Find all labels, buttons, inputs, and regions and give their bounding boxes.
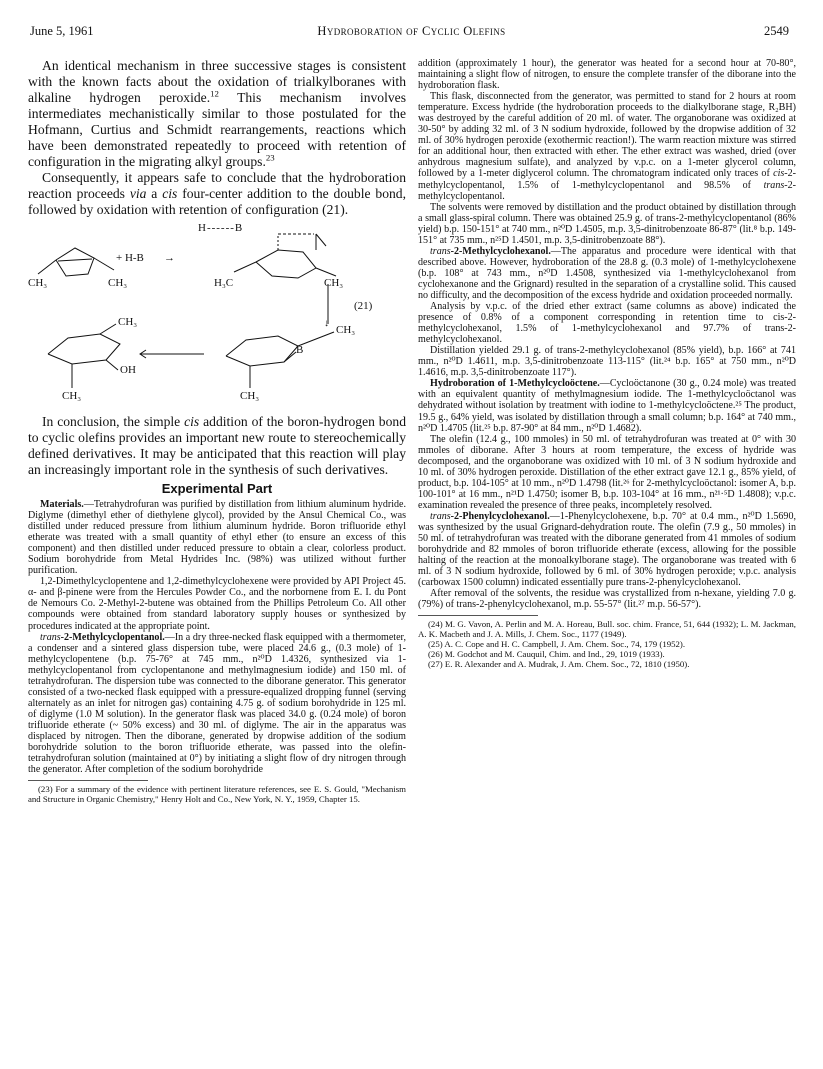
section-heading: Experimental Part <box>161 481 273 496</box>
distillation-paragraph: The solvents were removed by distillation and the product obtained by distillation through a small glass-spiral column. There was obtained 25.9 g. of trans-2-methylcyclopentanol (86% yield) b.p. 150-151° at 740 mm., n²⁰D 1.4505, m.p. 3,5-dinitrobenzoate 86-87° (lit.⁸ b.p. 149-151° at 735 mm., n²⁵D 1.4501, m.p. 3,5-dinitrobenzoate 88°). <box>418 201 796 246</box>
footnote-rule <box>418 615 538 616</box>
label-b: B <box>296 344 304 356</box>
generator-continuation: addition (approximately 1 hour), the generator was heated for a second hour at 70-80°, maintaining a slight flow of nitrogen, to ensure the complete transfer of the diborane into the hydroboration flask. <box>418 58 796 92</box>
label-ch3: CH₃ <box>62 390 82 402</box>
label-plus-hb: + H-B <box>116 252 144 264</box>
methylcyclopentanol-paragraph <box>28 632 406 776</box>
label-ch3: CH₃ <box>336 324 356 336</box>
conclusion-cis-paragraph <box>28 170 406 218</box>
italic-trans: trans <box>40 631 61 643</box>
product-ring-oh <box>48 334 120 364</box>
run-in-heading: -2-Methylcyclohexanol. <box>450 245 551 257</box>
text-span: —The apparatus and procedure were identical with that described above. However, hydroboration of the 28.8 g. (0.3 mole) of 1-methylcyclohexene (b.p. 108° at 743 mm., n²⁰D 1.4508, synthesized via 1-methylcyclohexanol from cyclohexanone and the Grignard) resulted in the separation of a crystalline solid. This caused no difficulty, and the decomposition of the excess hydride and oxidation proceeded normally. <box>418 245 796 301</box>
text-span: An identical mechanism in three successive stages is consistent with the known facts about the oxidation of trialkylboranes with alkaline hydrogen peroxide. <box>28 58 406 105</box>
octene-hydroboration-paragraph: The olefin (12.4 g., 100 mmoles) in 50 ml. of tetrahydrofuran was treated at 0° with 30 mmoles of diborane. After 3 hours at room temperature, the excess of hydride was decomposed, and the organoborane was oxidized with 10 ml. of 3 N sodium hydroxide and 10 ml. of 30% hydrogen peroxide. Distillation of the ether extract gave 12.1 g., 85% yield, of product, b.p. 104-105° at 10 mm., n²⁰D 1.4798 (lit.²⁶ for 2-methylcycloöctanol: isomer A, b.p. 100-101° at 16 mm., n²¹D 1.4750; isomer B, b.p. 103-104° at 16 mm., n²¹·⁵D 1.4808); v.p.c. examination revealed the presence of three peaks, incompletely resolved. <box>418 433 796 511</box>
italic-cis: cis <box>773 168 785 180</box>
text-span: four-center addition to the double bond, followed by oxidation with retention of configuration (21). <box>28 186 406 217</box>
label-ch3: CH₃ <box>240 390 260 402</box>
footnote-25: (25) A. C. Cope and H. C. Campbell, J. Am. Chem. Soc., 74, 179 (1952). <box>428 639 686 650</box>
methyl-bond <box>298 332 334 346</box>
label-ch3: CH₃ <box>28 277 48 289</box>
mechanism-paragraph <box>28 58 406 170</box>
header-title: Hydroboration of Cyclic Olefins <box>317 24 506 38</box>
down-arrow-head: ↓ <box>324 318 329 329</box>
italic-cis: cis <box>184 414 200 429</box>
equation-number: (21) <box>354 300 373 312</box>
ref-12: 12 <box>210 88 219 99</box>
label-ch3: CH₃ <box>118 316 138 328</box>
run-in-heading: -2-Methylcyclopentanol. <box>60 631 165 643</box>
italic-cis: cis <box>162 186 178 201</box>
text-span: -2-methylcyclopentanol. <box>418 179 796 202</box>
text-span: Consequently, it appears safe to conclude that the hydroboration reaction proceeds <box>28 170 406 201</box>
methylcyclooctene-paragraph <box>418 378 796 433</box>
oh-bond <box>106 360 118 370</box>
page-number: 2549 <box>764 24 789 38</box>
right-arrow: → <box>164 252 175 264</box>
double-bond <box>58 259 92 261</box>
ref-23: 23 <box>265 152 275 163</box>
footnote-24: (24) M. G. Vavon, A. Perlin and M. A. Horeau, Bull. soc. chim. France, 51, 644 (1932); L. M. Jackman, A. K. Macbeth and J. A. Mills, J. Chem. Soc., 1177 (1949). <box>418 619 796 640</box>
phenylcyclohexanol-paragraph <box>418 511 796 588</box>
text-span: This mechanism involves intermediates mechanistically similar to those postulated for the Hofmann, Curtius and Schmidt rearrangements, reactions which have been demonstrated repeatedly to proceed with retention of configuration in the migrating alkyl groups. <box>28 90 406 169</box>
vpc-analysis-paragraph: Analysis by v.p.c. of the dried ether extract (same columns as above) indicated the presence of 0.8% of a component corresponding in retention time to cis-2-methylcyclohexanol, 1.5% of 1-methylcyclohexanol and 97.7% of trans-2-methylcyclohexanol. <box>418 301 796 346</box>
text-span: addition of the boron-hydrogen bond to cyclic olefins provides an important new route to stereochemically defined derivatives. It may be anticipated that this reaction will play an increasingly important role in the synthesis of such derivatives. <box>28 414 406 477</box>
footnote-23: (23) For a summary of the evidence with pertinent literature references, see E. S. Gould, "Mechanism and Structure in Organic Chemistry," Henry Holt and Co., New York, N. Y., 1959, Chapter 15. <box>28 784 406 805</box>
cyclopentene-ring <box>56 248 94 276</box>
organoborane-ring <box>226 336 298 366</box>
italic-trans: trans <box>430 245 451 257</box>
italic-trans: trans <box>763 179 785 191</box>
footnote-26: (26) M. Godchot and M. Cauquil, Chim. and Ind., 29, 1019 (1933). <box>428 649 665 660</box>
methyl-bond <box>94 258 114 270</box>
methyl-bond <box>100 324 116 334</box>
text-span: —Cycloöctanone (30 g., 0.24 mole) was treated with an equivalent quantity of methylmagnesium iodide. The 1-methylcycloöctanol was dehydrated without isolation by treatment with iodine to 1-methylcycloöctene.²⁵ The product, 19.5 g., 64% yield, was isolated by distillation through a small column; b.p. 164° at 740 mm., n²⁰D 1.4705 (lit.²⁵ b.p. 87-90° at 84 mm., n²⁰D 1.4682). <box>418 378 797 434</box>
text-span: -2-methylcyclopentanol, 1.5% of 1-methylcyclopentanol and 98.5% of <box>418 168 796 191</box>
label-h3c: H₃C <box>214 277 234 289</box>
methylcyclohexanol-paragraph <box>418 246 796 301</box>
footnote-rule <box>28 780 148 781</box>
oxidation-paragraph <box>418 91 796 201</box>
run-in-heading: -2-Phenylcyclohexanol. <box>450 510 550 522</box>
run-in-heading: Materials. <box>40 499 84 510</box>
label-ch3: CH₃ <box>324 277 344 289</box>
right-column <box>418 58 796 669</box>
final-conclusion-paragraph <box>28 414 406 478</box>
methyl-bond <box>234 262 256 272</box>
scheme-structures <box>28 220 406 410</box>
methyl-bond <box>316 268 336 276</box>
crystallization-paragraph: After removal of the solvents, the residue was crystallized from n-hexane, yielding 7.0 g. (79%) of trans-2-phenylcyclohexanol, m.p. 55-57° (lit.²⁷ m.p. 56-57°). <box>418 588 796 611</box>
b-bond <box>284 352 296 362</box>
olefin-sources-paragraph: 1,2-Dimethylcyclopentene and 1,2-dimethylcyclohexene were provided by API Project 45. α- and β-pinene were from the Hercules Powder Co., and the norbornene from E. I. du Pont de Nemours Co. 2-Methyl-2-butene was obtained from the Phillips Petroleum Co. All other compounds were obtained from standard laboratory supply houses or synthesized by procedures indicated at the appropriate point. <box>28 576 406 632</box>
materials-paragraph <box>28 499 406 576</box>
left-column <box>28 58 406 804</box>
label-ch3: CH₃ <box>108 277 128 289</box>
reaction-scheme-21 <box>28 220 406 410</box>
run-in-heading: Hydroboration of 1-Methylcycloöctene. <box>430 378 600 390</box>
footnote-27: (27) E. R. Alexander and A. Mudrak, J. Am. Chem. Soc., 72, 1810 (1950). <box>428 659 690 670</box>
text-span: —In a dry three-necked flask equipped with a thermometer, a condenser and a sintered glass dispersion tube, were placed 24.6 g., (0.3 mole) of 1-methylcyclopentene (b.p. 75-76° at 745 mm., n²⁰D 1.4326, synthesized via 1-methylcyclopentanol from cyclopentanone and methylmagnesium iodide) and 150 ml. of tetrahydrofuran. The dispersion tube was connected to the diborane generator. This generator consisted of a two-necked flask equipped with a pressure-equalized dropping funnel (serving alternately as an inlet for nitrogen gas) containing 4.75 g. of sodium borohydride in 125 ml. of diglyme (1.0 M solution). In the generator flask was placed 34.0 g. (0.24 mole) of boron trifluoride etherate (~ 50% excess) and 30 ml. of diglyme. The air in the apparatus was displaced by nitrogen. Then the diborane, generated by dropwise addition of the sodium borohydride solution to the boron trifluoride etherate, was passed into the olefin-tetrahydrofuran solution (maintained at 0°) by initiating a slight flow of dry nitrogen through the generator. After completion of the sodium borohydride <box>28 631 406 776</box>
label-oh: OH <box>120 364 136 376</box>
header-date: June 5, 1961 <box>30 24 94 38</box>
running-header <box>0 24 823 44</box>
label-h-b: H------B <box>198 222 244 234</box>
italic-trans: trans <box>430 510 451 522</box>
text-span: a <box>146 186 163 201</box>
text-span: —1-Phenylcyclohexene, b.p. 70° at 0.4 mm., n²⁰D 1.5690, was synthesized by the usual Grignard-dehydration route. The olefin (7.9 g., 50 mmoles) in 50 ml. of tetrahydrofuran was treated with the diborane generated from 41 mmoles of sodium borohydride and 82 mmoles of boron trifluoride etherate (excess, allowing for the possible halting of the reaction at the monoalkylborane stage). The organoborane was treated with 6 ml. of 3 N sodium hydroxide, followed by 6 ml. of 30% hydrogen peroxide; v.p.c. analysis (carbowax 1500 column) indicated essentially pure trans-2-phenylcyclohexanol. <box>418 510 796 589</box>
transition-state-ring <box>256 250 316 278</box>
text-span: —Tetrahydrofuran was purified by distillation from lithium aluminum hydride. Diglyme (dimethyl ether of diethylene glycol), provided by the Ansul Chemical Co., was distilled under reduced pressure from lithium aluminum hydride. Boron trifluoride ethyl etherate was treated with a small quantity of ethyl ether (to ensure an excess of this component) and then distilled under reduced pressure to obtain a clear, colorless product. Sodium borohydride from Metal Hydrides Inc. (98%) was utilized without further purification. <box>28 499 406 577</box>
text-span: In conclusion, the simple <box>42 414 185 429</box>
b-substituent <box>316 234 326 246</box>
text-span: This flask, disconnected from the generator, was permitted to stand for 2 hours at room temperature. Excess hydride (the hydroboration proceeds to the dialkylborane stage, R₂BH) was destroyed by the careful addition of 20 ml. of water. The organoborane was oxidized at 30-50° by adding 32 ml. of 3 N sodium hydroxide, followed by the dropwise addition of 32 ml. of 30% hydrogen peroxide (exothermic reaction!). The warm reaction mixture was stirred for an additional hour, then extracted with ether. The ether extract was washed, dried (over anhydrous magnesium sulfate), and analyzed by v.p.c. on a 1-meter glycerol column, followed by a 1-meter diglycerol column. The chromatogram indicated only traces of <box>418 91 796 180</box>
hexanol-distillation-paragraph: Distillation yielded 29.1 g. of trans-2-methylcyclohexanol (85% yield), b.p. 166° at 741 mm., n²⁰D 1.4611, m.p. 3,5-dinitrobenzoate 113-115° (lit.²⁴ b.p. 165° at 750 mm., n²⁰D 1.4616, m.p. 3,5-dinitrobenzoate 117°). <box>418 345 796 379</box>
italic-via: via <box>129 186 147 201</box>
methyl-bond <box>38 260 56 274</box>
